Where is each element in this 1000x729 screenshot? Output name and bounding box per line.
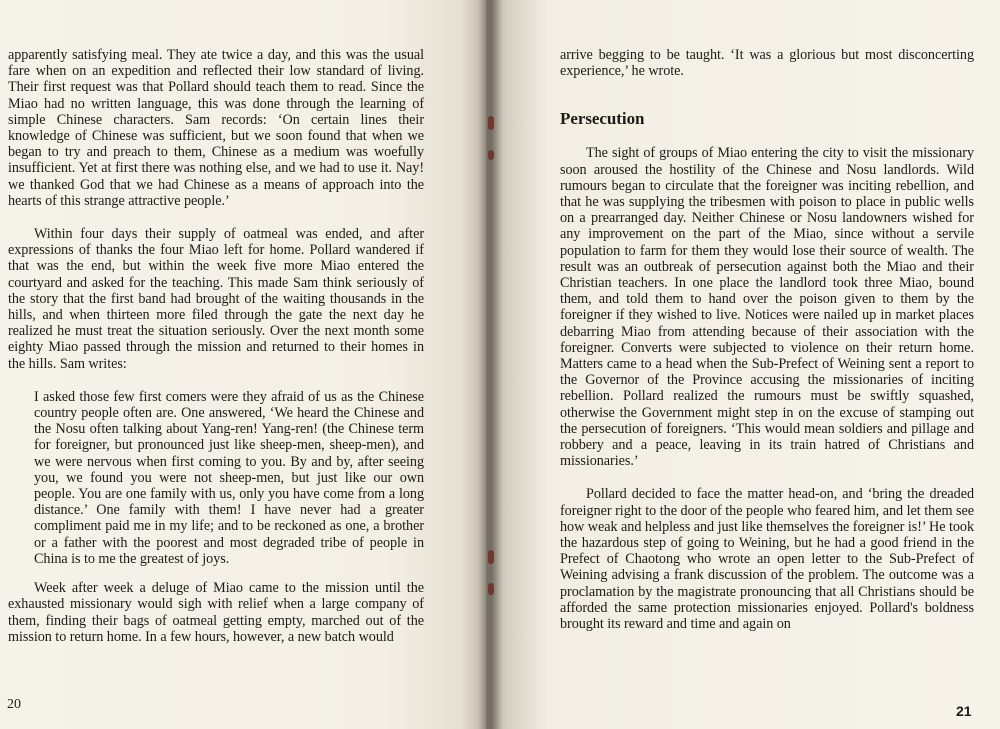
paragraph: Week after week a deluge of Miao came to the mission until the exhausted missionary would sigh with relief when a large company of them, finding their bags of oatmeal getting empty, marched out of the mission to return home. In a few hours, however, a new batch would (8, 580, 424, 645)
quote-text: I asked those few first comers were they afraid of us as the Chinese country people often are. One answered, ‘We heard the Chinese and the Nosu often talking about Yang-ren! Yang-ren! (the Chinese term for foreigner, but pronounced just like sheep-men, sheep-men), and we were nervous when first coming to you. By and by, after seeing you, we found you were not sheep-men, but just like our own people. You are one family with us, only you have come from a long distance.’ One family with them! I have never had a greater compliment paid me in my life; and to be reckoned as one, a brother or a father with the poorest and most degraded tribe of people in China is to me the greatest of joys. (34, 388, 424, 567)
page-number-left: 20 (7, 697, 21, 712)
section-heading: Persecution (560, 109, 645, 129)
paragraph: Pollard decided to face the matter head-on, and ‘bring the dreaded foreigner right to the door of the people who feared him, and let them see how weak and helpless and just like themselves the foreigner is!’ He took the hazardous step of going to Weining, but he had a good friend in the Prefect of Chaotong who wrote an open letter to the Sub-Prefect of Weining advising a frank discussion of the problem. The outcome was a proclamation by the magistrate pronouncing that all Christians should be afforded the same protection missionaries enjoyed. Pollard's boldness brought its reward and time and again on (560, 486, 974, 633)
left-page (0, 0, 486, 729)
paragraph: The sight of groups of Miao entering the city to visit the missionary soon aroused the hostility of the Chinese and Nosu landlords. Wild rumours began to circulate that the foreigner was inciting rebellion, and that he was supplying the tribesmen with poison to place in public wells on a prearranged day. Neither Chinese or Nosu landowners wished for any improvement on the part of the Miao, since without a servile population to farm for them they would lose their source of wealth. The result was an outbreak of persecution against both the Miao and their Christian teachers. In one place the landlord took three Miao, bound them, and told them to hand over the poison given to them by the foreigner if they wished to live. Notices were nailed up in market places debarring Miao from attending because of their association with the foreigner. Converts were subjected to violence on their return home. Matters came to a head when the Sub-Prefect of Weining sent a report to the Governor of the Province accusing the missionaries of inciting rebellion. Pollard realized the rumours must be swiftly squashed, otherwise the Government might step in on the excuse of stamping out the persecution of foreigners. ‘This would mean soldiers and pillage and robbery and a peace, leaving in its train hatred of Christians and missionaries.’ (560, 145, 974, 470)
right-page-text (560, 47, 974, 632)
paragraph: arrive begging to be taught. ‘It was a glorious but most disconcerting experience,’ he wrote. (560, 47, 974, 80)
page-number-right: 21 (956, 703, 972, 719)
paragraph: Within four days their supply of oatmeal was ended, and after expressions of thanks the four Miao left for home. Pollard wandered if that was the end, but within the week five more Miao entered the courtyard and asked for the teaching. This made Sam think seriously of the story that the first band had brought of the waiting thousands in the hills, and when thirteen more filed through the gate the next day he realized he must treat the situation seriously. Over the next month some eighty Miao passed through the mission and returned to their homes in the hills. Sam writes: (8, 226, 424, 372)
block-quote (8, 389, 424, 567)
book-gutter (478, 0, 502, 729)
paragraph: apparently satisfying meal. They ate twice a day, and this was the usual fare when on an expedition and reflected their low standard of living. Their first request was that Pollard should teach them to read. Since the Miao had no written language, this was done through the learning of simple Chinese characters. Sam records: ‘On certain lines their knowledge of Chinese was sufficient, but we soon found that when we began to try and preach to them, Chinese as a medium was woefully insufficient. Yet at first there was nothing else, and we had to use it. Nay! we thanked God that we had Chinese as a means of approach into the hearts of this strange attractive people.’ (8, 47, 424, 209)
right-page (486, 0, 1000, 729)
left-page-text (8, 47, 424, 645)
